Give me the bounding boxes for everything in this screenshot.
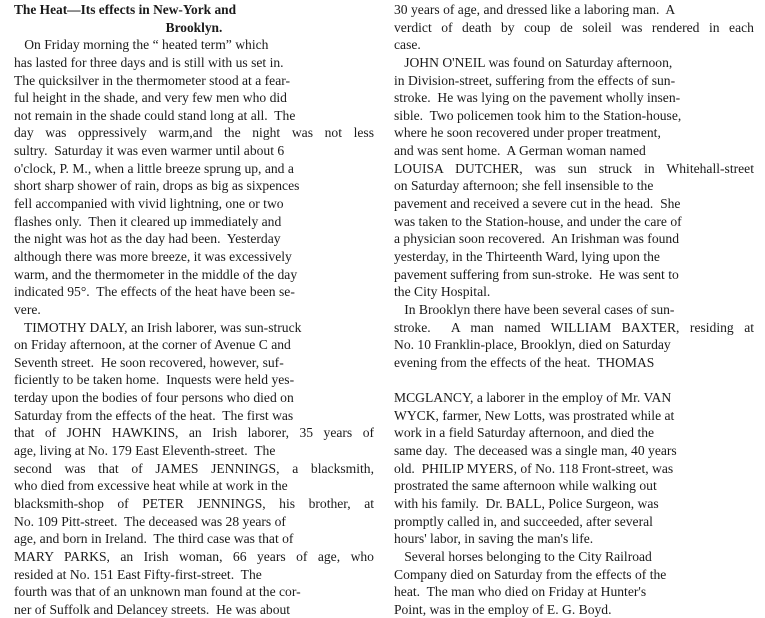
text-line: Seventh street. He soon recovered, however, suf- (14, 354, 284, 370)
text-line: stroke. A man named WILLIAM BAXTER, residing at (394, 319, 754, 335)
text-line: verdict of death by coup de soleil was rendered in each (394, 19, 754, 35)
text-line: a physician soon recovered. An Irishman was found (394, 231, 680, 247)
headline-line-1: The Heat—Its effects in New-York and (14, 2, 237, 17)
text-line: was taken to the Station-house, and under the care of (394, 213, 682, 229)
text-line: short sharp shower of rain, drops as big as sixpences (14, 178, 300, 194)
text-line: terday upon the bodies of four persons who died on (14, 390, 294, 406)
text-line: where he soon recovered under proper treatment, (394, 125, 661, 141)
text-line: flashes only. Then it cleared up immediately and (14, 213, 282, 229)
text-line: old. PHILIP MYERS, of No. 118 Front-street, was (394, 460, 674, 476)
text-line: with his family. Dr. BALL, Police Surgeon, was (394, 495, 659, 511)
text-line: sultry. Saturday it was even warmer until about 6 (14, 143, 285, 159)
text-line: case. (394, 37, 421, 53)
text-line: warm, and the thermometer in the middle of the day (14, 266, 298, 282)
text-line: No. 10 Franklin-place, Brooklyn, died on Saturday (394, 337, 671, 353)
text-line: in Division-street, suffering from the effects of sun- (394, 72, 676, 88)
text-line: who died from excessive heat while at work in the (14, 478, 288, 494)
text-line: age, living at No. 179 East Eleventh-street. The (14, 443, 276, 459)
text-line: In Brooklyn there have been several cases of sun- (394, 301, 675, 317)
text-line: prostrated the same afternoon while walking out (394, 478, 657, 494)
text-line: age, and born in Ireland. The third case was that of (14, 531, 294, 547)
text-line: TIMOTHY DALY, an Irish laborer, was sun-struck (14, 319, 302, 335)
text-line: fourth was that of an unknown man found at the cor- (14, 584, 301, 600)
text-line: and was sent home. A German woman named (394, 143, 646, 159)
text-line: day was oppressively warm,and the night was not less (14, 125, 374, 141)
text-line: 30 years of age, and dressed like a laboring man. A (394, 2, 676, 17)
text-line: fell accompanied with vivid lightning, one or two (14, 196, 284, 212)
text-line: ner of Suffolk and Delancey streets. He was about (14, 601, 291, 617)
text-line: second was that of JAMES JENNINGS, a blacksmith, (14, 460, 374, 476)
text-line: Point, was in the employ of E. G. Boyd. (394, 601, 612, 617)
text-line: blacksmith-shop of PETER JENNINGS, his brother, at (14, 495, 374, 511)
text-line: Company died on Saturday from the effects of the (394, 566, 667, 582)
text-line: evening from the effects of the heat. THOMAS (394, 354, 655, 370)
text-line: resided at No. 151 East Fifty-first-street. The (14, 566, 262, 582)
text-line: has lasted for three days and is still with us set in. (14, 54, 284, 70)
text-line: promptly called in, and succeeded, after several (394, 513, 653, 529)
text-line: same day. The deceased was a single man, 40 years (394, 443, 677, 459)
text-line: although there was more breeze, it was excessively (14, 248, 292, 264)
text-line: On Friday morning the “ heated term” which (14, 37, 269, 53)
text-line: that of JOHN HAWKINS, an Irish laborer, 35 years of (14, 425, 374, 441)
text-line: hours' labor, in saving the man's life. (394, 531, 594, 547)
text-line: ficiently to be taken home. Inquests were held yes- (14, 372, 295, 388)
text-line: not remain in the shade could stand long at all. The (14, 107, 296, 123)
right-column (394, 0, 754, 618)
text-line: The quicksilver in the thermometer stood at a fear- (14, 72, 291, 88)
text-line: vere. (14, 301, 41, 317)
text-line: Several horses belonging to the City Railroad (394, 548, 652, 564)
headline-line-2: Brooklyn. (165, 19, 223, 35)
text-line: ful height in the shade, and very few men who did (14, 90, 287, 106)
text-line: LOUISA DUTCHER, was sun struck in Whitehall-street (394, 160, 754, 176)
text-line: the night was hot as the day had been. Yesterday (14, 231, 281, 247)
text-line: JOHN O'NEIL was found on Saturday afternoon, (394, 54, 673, 70)
text-line: work in a field Saturday afternoon, and died the (394, 425, 655, 441)
text-line: the City Hospital. (394, 284, 491, 300)
text-line: stroke. He was lying on the pavement wholly insen- (394, 90, 681, 106)
text-line: o'clock, P. M., when a little breeze sprung up, and a (14, 160, 294, 176)
text-line: heat. The man who died on Friday at Hunter's (394, 584, 647, 600)
text-line: sible. Two policemen took him to the Station-house, (394, 107, 682, 123)
text-line: Saturday from the effects of the heat. The first was (14, 407, 294, 423)
text-line: WYCK, farmer, New Lotts, was prostrated while at (394, 407, 675, 423)
text-line: pavement suffering from sun-stroke. He was sent to (394, 266, 679, 282)
text-line: on Saturday afternoon; she fell insensible to the (394, 178, 654, 194)
text-line: pavement and received a severe cut in the head. She (394, 196, 681, 212)
text-line: indicated 95°. The effects of the heat have been se- (14, 284, 295, 300)
text-line (394, 371, 754, 389)
text-line: MCGLANCY, a laborer in the employ of Mr. VAN (394, 390, 672, 406)
left-column (14, 0, 374, 618)
text-line: yesterday, in the Thirteenth Ward, lying upon the (394, 248, 660, 264)
text-line: MARY PARKS, an Irish woman, 66 years of age, who (14, 548, 374, 564)
text-line: No. 109 Pitt-street. The deceased was 28 years of (14, 513, 286, 529)
text-line: on Friday afternoon, at the corner of Avenue C and (14, 337, 291, 353)
